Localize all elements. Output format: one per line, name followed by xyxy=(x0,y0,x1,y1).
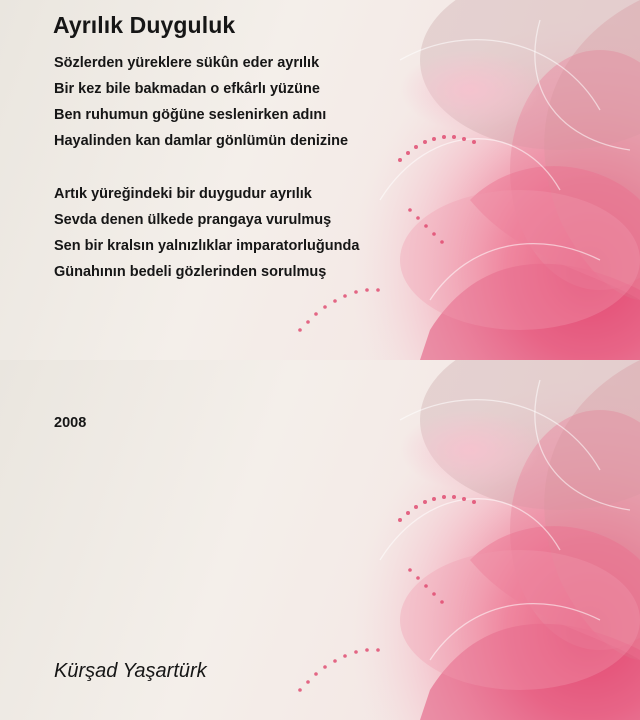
poem-line: Sen bir kralsın yalnızlıklar imparatorluğunda xyxy=(54,238,360,254)
poem-line: Artık yüreğindeki bir duygudur ayrılık xyxy=(54,186,312,202)
poem-line: Sevda denen ülkede prangaya vurulmuş xyxy=(54,212,332,228)
poem-line: Bir kez bile bakmadan o efkârlı yüzüne xyxy=(54,81,320,97)
poem-author: Kürşad Yaşartürk xyxy=(54,660,207,682)
poem-title: Ayrılık Duyguluk xyxy=(53,12,236,38)
poem-year: 2008 xyxy=(54,415,87,431)
poem-line: Ben ruhumun göğüne seslenirken adını xyxy=(54,107,327,123)
poem-line: Hayalinden kan damlar gönlümün denizine xyxy=(54,133,349,149)
poem-stanza-1 xyxy=(54,50,348,154)
poem-stanza-2 xyxy=(54,181,359,285)
poem-line: Günahının bedeli gözlerinden sorulmuş xyxy=(54,264,327,280)
poem-line: Sözlerden yüreklere sükûn eder ayrılık xyxy=(54,55,320,71)
